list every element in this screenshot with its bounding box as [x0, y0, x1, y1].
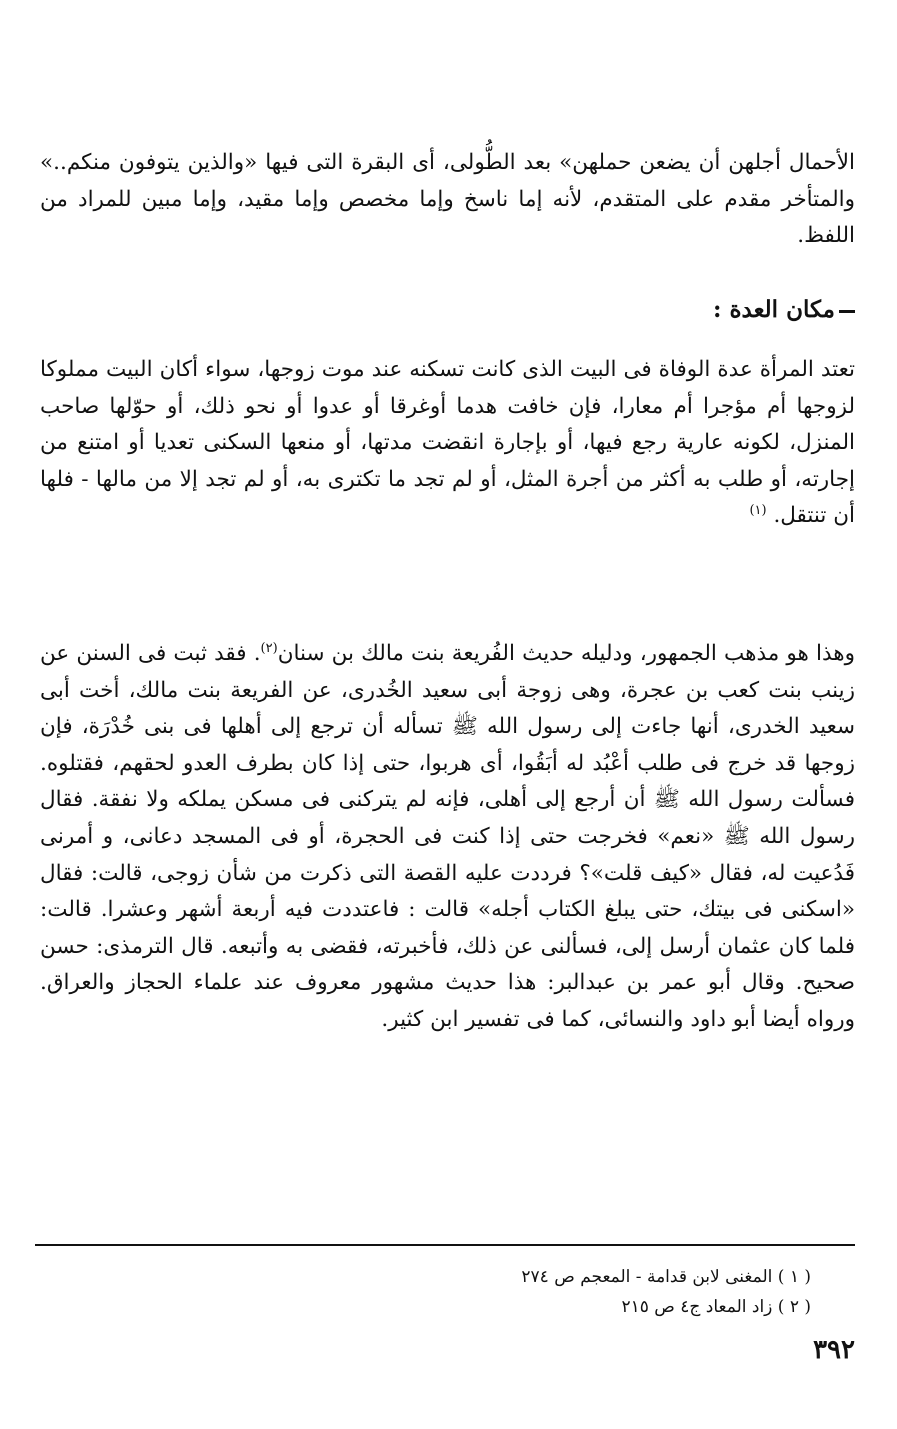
- paragraph-residence: [40, 352, 855, 535]
- paragraph-hadith: [40, 636, 855, 1039]
- heading-dash: [839, 310, 855, 313]
- paragraph-hadith-text-start: وهذا هو مذهب الجمهور، ودليله حديث الفُريعة بنت مالك بن سنان: [277, 641, 855, 666]
- footnote-divider: [35, 1244, 855, 1246]
- footnote-item: ( ١ ) المغنى لابن قدامة - المعجم ص ٢٧٤: [521, 1267, 811, 1287]
- footnotes-list: [311, 1262, 811, 1322]
- paragraph-hadith-text-rest: . فقد ثبت فى السنن عن زينب بنت كعب بن عجرة، وهى زوجة أبى سعيد الخُدرى، عن الفريعة بنت مالك، أخت أبى سعيد الخدرى، أنها جاءت إلى رسول الله ﷺ تسأله أن ترجع إلى أهلها فى بنى خُدْرَة، فإن زوجها قد خرج فى طلب أعْبُد له أبَقُوا، أى هربوا، حتى إذا كان بطرف العدو لحقهم، فقتلوه. فسألت رسول الله ﷺ أن أرجع إلى أهلى، فإنه لم يتركنى فى مسكن يملكه ولا نفقة. فقال رسول الله ﷺ «نعم» فخرجت حتى إذا كنت فى الحجرة، أو فى المسجد دعانى، و أمرنى فَدُعيت له، فقال «كيف قلت»؟ فرددت عليه القصة التى ذكرت من شأن زوجى، قالت: فقال «اسكنى فى بيتك، حتى يبلغ الكتاب أجله» قالت : فاعتددت فيه أربعة أشهر وعشرا. قالت: فلما كان عثمان أرسل إلى، فسألنى عن ذلك، فأخبرته، فقضى به وأتبعه. قال الترمذى: حسن صحيح. وقال أبو عمر بن عبدالبر: هذا حديث مشهور معروف عند علماء الحجاز والعراق. ورواه أيضا أبو داود والنسائى، كما فى تفسير ابن كثير.: [40, 641, 855, 1032]
- section-heading: [713, 292, 855, 328]
- footnote-item: ( ٢ ) زاد المعاد ج٤ ص ٢١٥: [621, 1297, 811, 1317]
- section-heading-text: مكان العدة :: [712, 296, 835, 323]
- page-number: ٣٩٢: [813, 1335, 855, 1365]
- footnote-ref-1: (١): [749, 503, 767, 519]
- paragraph-residence-text: تعتد المرأة عدة الوفاة فى البيت الذى كانت تسكنه عند موت زوجها، سواء أكان البيت مملوكا لزوجها أم مؤجرا أم معارا، فإن خافت هدما أوغرقا أو عدوا أو نحو ذلك، أو حوّلها صاحب المنزل، لكونه عارية رجع فيها، أو بإجارة انقضت مدتها، أو منعها السكنى تعديا أو امتنع من إجارته، أو طلب به أكثر من أجرة المثل، أو لم تجد ما تكترى به، أو لم تجد إلا من مالها - فلها أن تنتقل.: [40, 357, 855, 529]
- footnote-ref-2: (٢): [260, 640, 278, 656]
- intro-paragraph: الأحمال أجلهن أن يضعن حملهن» بعد الطُّولى، أى البقرة التى فيها «والذين يتوفون منكم..» والمتأخر مقدم على المتقدم، لأنه إما ناسخ وإما مخصص وإما مقيد، وإما مبين للمراد من اللفظ.: [40, 150, 855, 249]
